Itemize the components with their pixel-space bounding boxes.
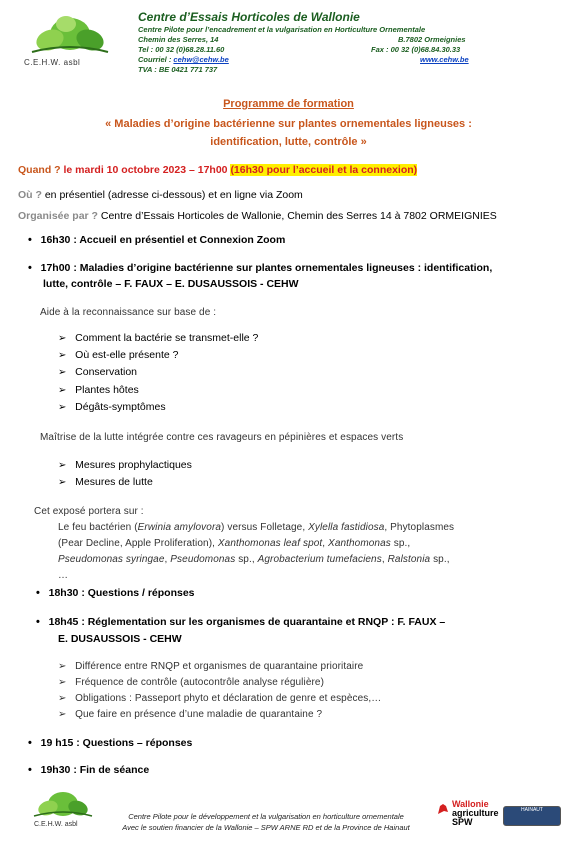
expose-text: sp., <box>390 538 411 549</box>
program-item-1845-line1: 18h45 : Réglementation sur les organismes de quarantaine et RNQP : F. FAUX – <box>48 616 446 628</box>
org-name: Centre d’Essais Horticoles de Wallonie <box>138 10 360 24</box>
arrow-bullet-icon: ➢ <box>58 367 67 378</box>
regl-item <box>58 709 322 720</box>
aide-item-text: Comment la bactérie se transmet-elle ? <box>75 332 259 344</box>
program-title-text: Programme de formation <box>223 98 354 110</box>
expose-species: Xylella fastidiosa <box>308 522 385 533</box>
arrow-bullet-icon: ➢ <box>58 385 67 396</box>
regl-item-text: Obligations : Passeport phyto et déclaration de genre et espèces,… <box>75 693 382 704</box>
program-item-1700-line2: lutte, contrôle – F. FAUX – E. DUSAUSSOIS - CEHW <box>43 278 299 290</box>
program-item-1845-line2: E. DUSAUSSOIS - CEHW <box>58 633 182 645</box>
wallonie-text: Wallonie <box>452 799 489 809</box>
bullet-icon: • <box>28 262 32 274</box>
arrow-bullet-icon: ➢ <box>58 677 67 688</box>
email-link[interactable]: cehw@cehw.be <box>173 55 229 64</box>
arrow-bullet-icon: ➢ <box>58 709 67 720</box>
header-tva: TVA : BE 0421 771 737 <box>138 65 218 74</box>
where-value: en présentiel (adresse ci-dessous) et en ligne via Zoom <box>44 189 303 201</box>
expose-species: Pseudomonas syringae <box>58 554 165 565</box>
regl-item-text: Que faire en présence d’une maladie de quarantaine ? <box>75 709 323 720</box>
program-title <box>0 98 577 110</box>
expose-species: Erwinia amylovora <box>137 522 222 533</box>
expose-species: Ralstonia <box>387 554 431 565</box>
arrow-bullet-icon: ➢ <box>58 477 67 488</box>
maitrise-item <box>58 459 192 471</box>
hainaut-text: HAINAUT <box>521 807 543 813</box>
aide-intro: Aide à la reconnaissance sur base de : <box>40 307 217 318</box>
aide-item <box>58 401 166 413</box>
when-row <box>18 164 417 176</box>
expose-text: , <box>381 554 388 565</box>
arrow-bullet-icon: ➢ <box>58 460 67 471</box>
bullet-icon: • <box>28 737 32 749</box>
header-address-left: Chemin des Serres, 14 <box>138 35 219 44</box>
organizer-label: Organisée par ? <box>18 210 101 222</box>
footer-logo-caption: C.E.H.W. asbl <box>34 821 78 828</box>
training-title-line2: identification, lutte, contrôle » <box>210 136 367 148</box>
expose-text: sp., <box>235 554 258 565</box>
maitrise-item <box>58 476 153 488</box>
training-title-line1: « Maladies d’origine bactérienne sur plantes ornementales ligneuses : <box>105 118 472 130</box>
expose-line-3 <box>58 554 450 565</box>
regl-item <box>58 661 363 672</box>
bullet-icon: • <box>28 234 32 246</box>
program-item-1915-text: 19 h15 : Questions – réponses <box>40 737 193 749</box>
program-item-1630 <box>28 234 285 246</box>
regl-item-text: Différence entre RNQP et organismes de quarantaine prioritaire <box>75 661 364 672</box>
when-highlight: (16h30 pour l’accueil et la connexion) <box>230 164 418 176</box>
expose-text: sp., <box>430 554 450 565</box>
header-fax: Fax : 00 32 (0)68.84.30.33 <box>371 45 461 54</box>
bullet-icon: • <box>28 764 32 776</box>
expose-line-4: … <box>58 570 69 581</box>
aide-item-text: Où est-elle présente ? <box>75 349 179 361</box>
expose-intro: Cet exposé portera sur : <box>34 506 144 517</box>
arrow-bullet-icon: ➢ <box>58 350 67 361</box>
expose-species: Agrobacterium tumefaciens <box>257 554 382 565</box>
expose-line-2 <box>58 538 410 549</box>
maitrise-item-text: Mesures prophylactiques <box>75 459 192 471</box>
bullet-icon: • <box>36 616 40 628</box>
header-tel: Tel : 00 32 (0)68.28.11.60 <box>138 45 225 54</box>
expose-text: Le feu bactérien ( <box>58 522 138 533</box>
expose-line-1 <box>58 522 454 533</box>
expose-species: Xanthomonas <box>328 538 391 549</box>
arrow-bullet-icon: ➢ <box>58 333 67 344</box>
header-address-right: B.7802 Ormeignies <box>398 35 466 44</box>
arrow-bullet-icon: ➢ <box>58 661 67 672</box>
footer-line-2: Avec le soutien financier de la Wallonie – SPW ARNE RD et de la Province de Hainaut <box>122 823 410 832</box>
expose-text: , <box>322 538 329 549</box>
regl-item <box>58 693 381 704</box>
website-link[interactable]: www.cehw.be <box>420 55 469 64</box>
program-item-1930-text: 19h30 : Fin de séance <box>40 764 150 776</box>
aide-item <box>58 366 137 378</box>
aide-item-text: Dégâts-symptômes <box>75 401 166 413</box>
expose-species: Xanthomonas leaf spot <box>217 538 323 549</box>
when-label: Quand ? <box>18 164 64 176</box>
expose-text: , Phytoplasmes <box>384 522 455 533</box>
spw-text: SPW <box>452 817 473 827</box>
when-value: le mardi 10 octobre 2023 – 17h00 <box>63 164 231 176</box>
agriculture-text: agriculture <box>452 808 499 818</box>
header-email-row <box>138 55 229 65</box>
regl-item-text: Fréquence de contrôle (autocontrôle analyse régulière) <box>75 677 325 688</box>
program-item-1915 <box>28 737 192 749</box>
rooster-icon <box>436 802 450 816</box>
aide-item <box>58 349 178 361</box>
aide-item-text: Plantes hôtes <box>75 384 139 396</box>
regl-item <box>58 677 324 688</box>
expose-text: ) versus Folletage, <box>221 522 309 533</box>
program-item-1830 <box>36 587 195 599</box>
organizer-row <box>18 210 497 222</box>
program-item-1830-text: 18h30 : Questions / réponses <box>48 587 195 599</box>
arrow-bullet-icon: ➢ <box>58 402 67 413</box>
aide-item-text: Conservation <box>75 366 138 378</box>
program-item-1630-text: 16h30 : Accueil en présentiel et Connexion Zoom <box>40 234 286 246</box>
aide-item <box>58 332 258 344</box>
expose-species: Pseudomonas <box>170 554 236 565</box>
maitrise-intro: Maîtrise de la lutte intégrée contre ces ravageurs en pépinières et espaces verts <box>40 432 404 443</box>
province-hainaut-logo <box>503 806 561 826</box>
maitrise-item-text: Mesures de lutte <box>75 476 153 488</box>
organizer-value: Centre d’Essais Horticoles de Wallonie, Chemin des Serres 14 à 7802 ORMEIGNIES <box>100 210 497 222</box>
program-item-1930 <box>28 764 149 776</box>
program-item-1845 <box>36 616 445 628</box>
header-subtitle: Centre Pilote pour l’encadrement et la vulgarisation en Horticulture Ornementale <box>138 25 426 34</box>
expose-text: , <box>164 554 171 565</box>
expose-text: (Pear Decline, Apple Proliferation), <box>58 538 218 549</box>
logo-caption: C.E.H.W. asbl <box>24 58 81 67</box>
where-label: Où ? <box>18 189 45 201</box>
program-item-1700 <box>28 262 492 274</box>
arrow-bullet-icon: ➢ <box>58 693 67 704</box>
program-item-1700-line1: 17h00 : Maladies d’origine bactérienne sur plantes ornementales ligneuses : identification, <box>40 262 493 274</box>
where-row <box>18 189 303 201</box>
footer-line-1: Centre Pilote pour le développement et la vulgarisation en horticulture ornementale <box>128 812 404 821</box>
email-label: Courriel : <box>138 55 174 64</box>
aide-item <box>58 384 139 396</box>
bullet-icon: • <box>36 587 40 599</box>
